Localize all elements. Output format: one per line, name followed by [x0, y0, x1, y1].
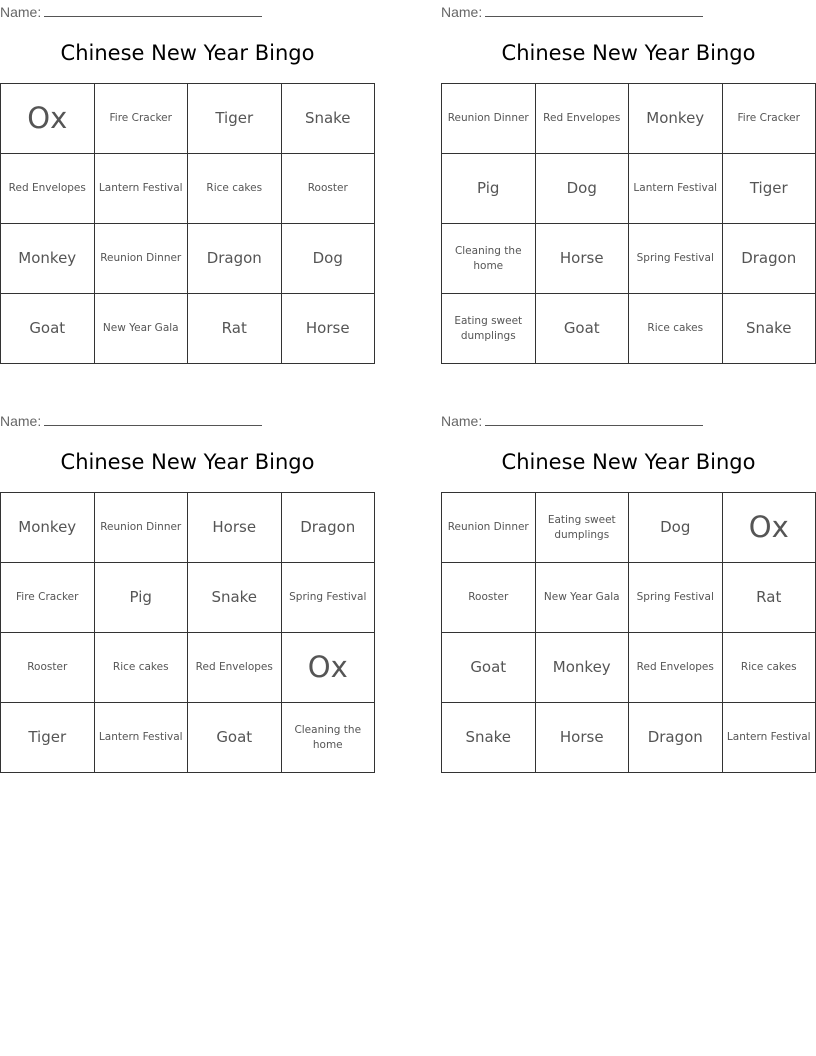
- bingo-cell: Lantern Festival: [95, 154, 189, 224]
- bingo-cell: Dog: [282, 224, 376, 294]
- bingo-cell: Horse: [282, 294, 376, 364]
- bingo-cell: Dragon: [282, 493, 376, 563]
- bingo-cell: Red Envelopes: [536, 84, 630, 154]
- bingo-cell: Fire Cracker: [1, 563, 95, 633]
- bingo-cell: Rooster: [282, 154, 376, 224]
- bingo-cell: Spring Festival: [629, 224, 723, 294]
- bingo-cell: Lantern Festival: [629, 154, 723, 224]
- name-line: [441, 411, 703, 429]
- bingo-cell: Fire Cracker: [723, 84, 816, 154]
- name-line: [0, 2, 262, 20]
- name-line: [441, 2, 703, 20]
- bingo-cell: Lantern Festival: [723, 703, 816, 773]
- name-blank-line: [485, 2, 703, 17]
- bingo-cell: Tiger: [723, 154, 816, 224]
- bingo-cell: Dragon: [723, 224, 816, 294]
- bingo-cell: Spring Festival: [629, 563, 723, 633]
- bingo-cell: Rooster: [442, 563, 536, 633]
- name-label: Name:: [441, 4, 483, 20]
- bingo-cell: Red Envelopes: [1, 154, 95, 224]
- bingo-cell: Lantern Festival: [95, 703, 189, 773]
- bingo-cell: Monkey: [1, 493, 95, 563]
- bingo-cell: Snake: [442, 703, 536, 773]
- name-line: [0, 411, 262, 429]
- bingo-cell: Rice cakes: [723, 633, 816, 703]
- bingo-cell: Goat: [536, 294, 630, 364]
- bingo-cell: Ox: [723, 493, 816, 563]
- bingo-cell: Rice cakes: [95, 633, 189, 703]
- name-blank-line: [485, 411, 703, 426]
- bingo-cell: Reunion Dinner: [95, 493, 189, 563]
- bingo-cell: Rat: [723, 563, 816, 633]
- bingo-cell: Dragon: [629, 703, 723, 773]
- bingo-cell: Tiger: [188, 84, 282, 154]
- bingo-cell: Cleaning the home: [282, 703, 376, 773]
- bingo-cell: Reunion Dinner: [442, 493, 536, 563]
- bingo-cell: Snake: [188, 563, 282, 633]
- card-title: Chinese New Year Bingo: [60, 41, 315, 65]
- bingo-cell: Rice cakes: [188, 154, 282, 224]
- bingo-cell: Ox: [282, 633, 376, 703]
- bingo-cell: Goat: [188, 703, 282, 773]
- bingo-cell: Cleaning the home: [442, 224, 536, 294]
- bingo-cell: Eating sweet dumplings: [536, 493, 630, 563]
- name-blank-line: [44, 2, 262, 17]
- bingo-cell: Horse: [536, 224, 630, 294]
- bingo-cell: Dragon: [188, 224, 282, 294]
- bingo-cell: Reunion Dinner: [442, 84, 536, 154]
- bingo-card: [0, 409, 375, 789]
- bingo-cell: Dog: [629, 493, 723, 563]
- bingo-grid: [0, 492, 375, 773]
- bingo-cell: Tiger: [1, 703, 95, 773]
- bingo-cell: Pig: [442, 154, 536, 224]
- bingo-cell: Snake: [723, 294, 816, 364]
- bingo-grid: [0, 83, 375, 364]
- bingo-cell: Goat: [442, 633, 536, 703]
- bingo-card: [441, 409, 816, 789]
- card-title: Chinese New Year Bingo: [501, 450, 756, 474]
- bingo-cell: Monkey: [1, 224, 95, 294]
- bingo-cell: Dog: [536, 154, 630, 224]
- bingo-cell: Eating sweet dumplings: [442, 294, 536, 364]
- name-blank-line: [44, 411, 262, 426]
- bingo-cell: Pig: [95, 563, 189, 633]
- bingo-cell: Fire Cracker: [95, 84, 189, 154]
- bingo-cell: Spring Festival: [282, 563, 376, 633]
- bingo-cell: Rice cakes: [629, 294, 723, 364]
- bingo-card: [441, 0, 816, 380]
- card-title: Chinese New Year Bingo: [60, 450, 315, 474]
- bingo-cell: Ox: [1, 84, 95, 154]
- bingo-cell: Monkey: [536, 633, 630, 703]
- name-label: Name:: [0, 4, 42, 20]
- bingo-cell: Reunion Dinner: [95, 224, 189, 294]
- bingo-cell: Horse: [188, 493, 282, 563]
- bingo-cell: Goat: [1, 294, 95, 364]
- bingo-card: [0, 0, 375, 380]
- bingo-cell: Snake: [282, 84, 376, 154]
- bingo-cell: Horse: [536, 703, 630, 773]
- card-title: Chinese New Year Bingo: [501, 41, 756, 65]
- bingo-cell: Rooster: [1, 633, 95, 703]
- name-label: Name:: [441, 413, 483, 429]
- bingo-cell: Red Envelopes: [188, 633, 282, 703]
- bingo-cell: Rat: [188, 294, 282, 364]
- bingo-cell: Red Envelopes: [629, 633, 723, 703]
- name-label: Name:: [0, 413, 42, 429]
- bingo-cell: New Year Gala: [95, 294, 189, 364]
- bingo-cell: Monkey: [629, 84, 723, 154]
- bingo-grid: [441, 83, 816, 364]
- bingo-grid: [441, 492, 816, 773]
- bingo-cell: New Year Gala: [536, 563, 630, 633]
